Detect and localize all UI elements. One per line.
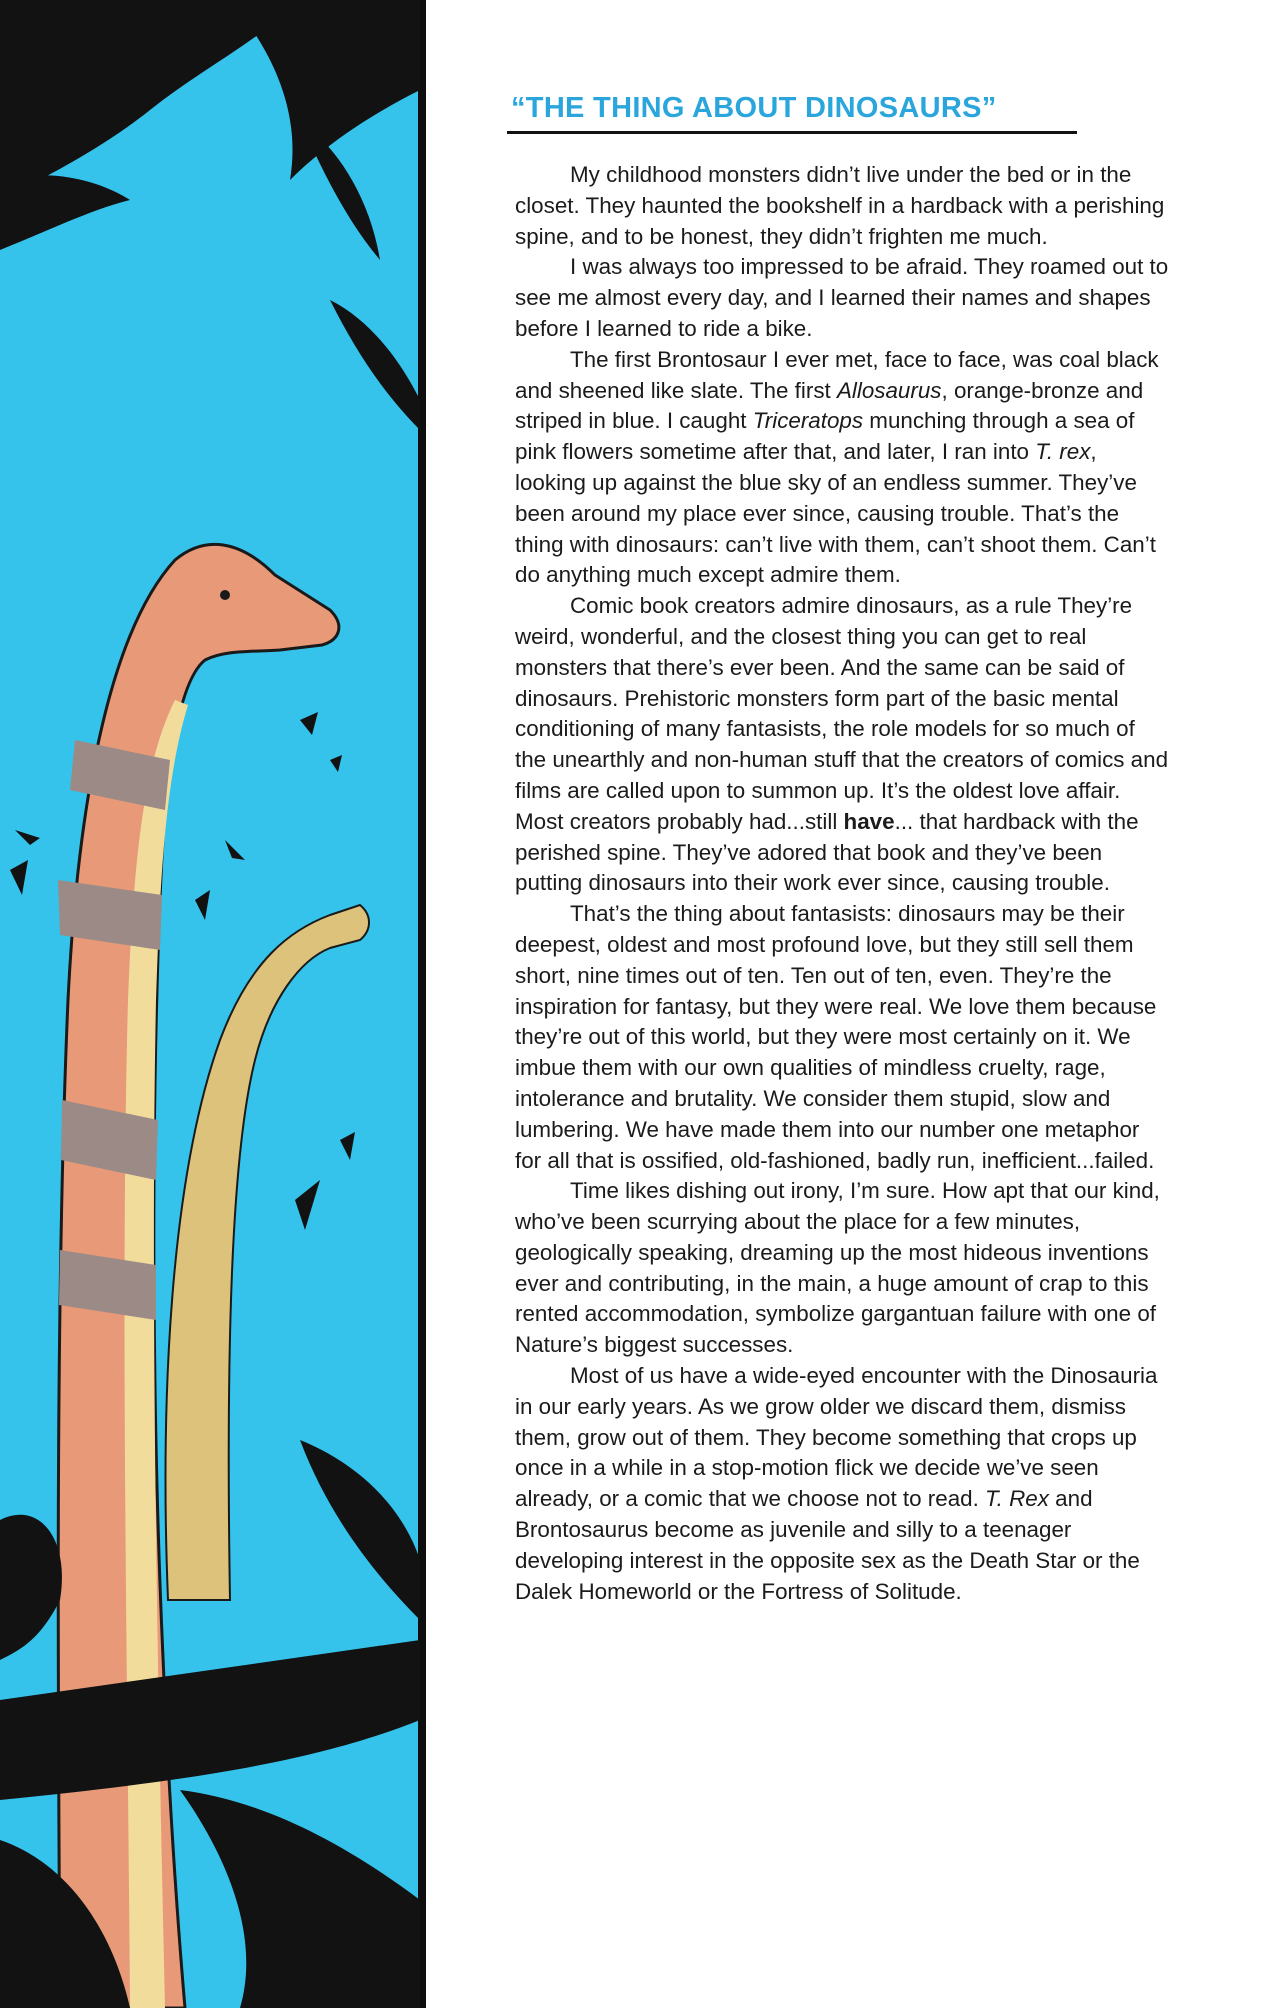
article-paragraph: [515, 899, 1169, 1176]
paragraph-text: That’s the thing about fantasists: dinosaurs may be their deepest, oldest and most profound love, but they still sell them short, nine times out of ten. Ten out of ten, even. They’re the inspiration for fantasy, but they were real. We love them because they’re out of this world, but they were most certainly on it. We imbue them with our own qualities of mindless cruelty, rage, intolerance and brutality. We consider them stupid, slow and lumbering. We have made them into our number one metaphor for all that is ossified, old-fashioned, badly run, inefficient...failed.: [515, 901, 1157, 1173]
article-paragraph: [515, 252, 1169, 344]
article-title: “THE THING ABOUT DINOSAURS”: [511, 92, 997, 124]
italic-text: Triceratops: [752, 408, 864, 434]
article-body: [515, 160, 1169, 1607]
article-paragraph: [515, 591, 1169, 899]
paragraph-text: The first Brontosaur I ever met, face to face, was coal black and sheened like slate. The first: [515, 346, 1159, 403]
paragraph-text: ... that hardback with the perished spine. They’ve adored that book and they’ve been putting dinosaurs into their work ever since, causing trouble.: [515, 808, 1139, 896]
paragraph-text: munching through a sea of pink flowers sometime after that, and later, I ran into: [515, 408, 1135, 465]
article-paragraph: [515, 160, 1169, 252]
paragraph-text: , orange-bronze and striped in blue. I caught: [515, 377, 1144, 434]
bold-text: have: [843, 808, 895, 834]
article-paragraph: [515, 1361, 1169, 1607]
article-paragraph: [515, 1176, 1169, 1361]
title-underline: [507, 131, 1077, 134]
paragraph-text: My childhood monsters didn’t live under the bed or in the closet. They haunted the bookshelf in a hardback with a perishing spine, and to be honest, they didn’t frighten me much.: [515, 162, 1165, 249]
dinosaur-illustration: [0, 0, 426, 2008]
paragraph-text: Most of us have a wide-eyed encounter with the Dinosauria in our early years. As we grow older we discard them, dismiss them, grow out of them. They become something that crops up once in a while in a stop-motion flick we decide we’ve seen already, or a comic that we choose not to read.: [515, 1363, 1158, 1512]
italic-text: Allosaurus: [836, 377, 942, 403]
paragraph-text: , looking up against the blue sky of an endless summer. They’ve been around my place ever since, causing trouble. That’s the thing with dinosaurs: can’t live with them, can’t shoot them. Can’t do anything much except admire them.: [515, 439, 1156, 588]
italic-text: T. Rex: [985, 1486, 1049, 1512]
paragraph-text: Time likes dishing out irony, I’m sure. How apt that our kind, who’ve been scurrying about the place for a few minutes, geologically speaking, dreaming up the most hideous inventions ever and contributing, in the main, a huge amount of crap to this rented accommodation, symbolize gargantuan failure with one of Nature’s biggest successes.: [515, 1178, 1160, 1358]
paragraph-text: Comic book creators admire dinosaurs, as a rule They’re weird, wonderful, and the closest thing you can get to real monsters that there’s ever been. And the same can be said of dinosaurs. Prehistoric monsters form part of the basic mental conditioning of many fantasists, the role models for so much of the unearthly and non-human stuff that the creators of comics and films are called upon to summon up. It’s the oldest love affair. Most creators probably had...still: [515, 593, 1169, 834]
illustration-canvas: [0, 0, 426, 2008]
paragraph-text: and Brontosaurus become as juvenile and silly to a teenager developing interest in the opposite sex as the Death Star or the Dalek Homeworld or the Fortress of Solitude.: [515, 1486, 1140, 1604]
dinosaur-eye: [220, 590, 230, 600]
article-paragraph: [515, 345, 1169, 591]
paragraph-text: I was always too impressed to be afraid. They roamed out to see me almost every day, and I learned their names and shapes before I learned to ride a bike.: [515, 254, 1169, 341]
italic-text: T. rex: [1035, 439, 1091, 465]
